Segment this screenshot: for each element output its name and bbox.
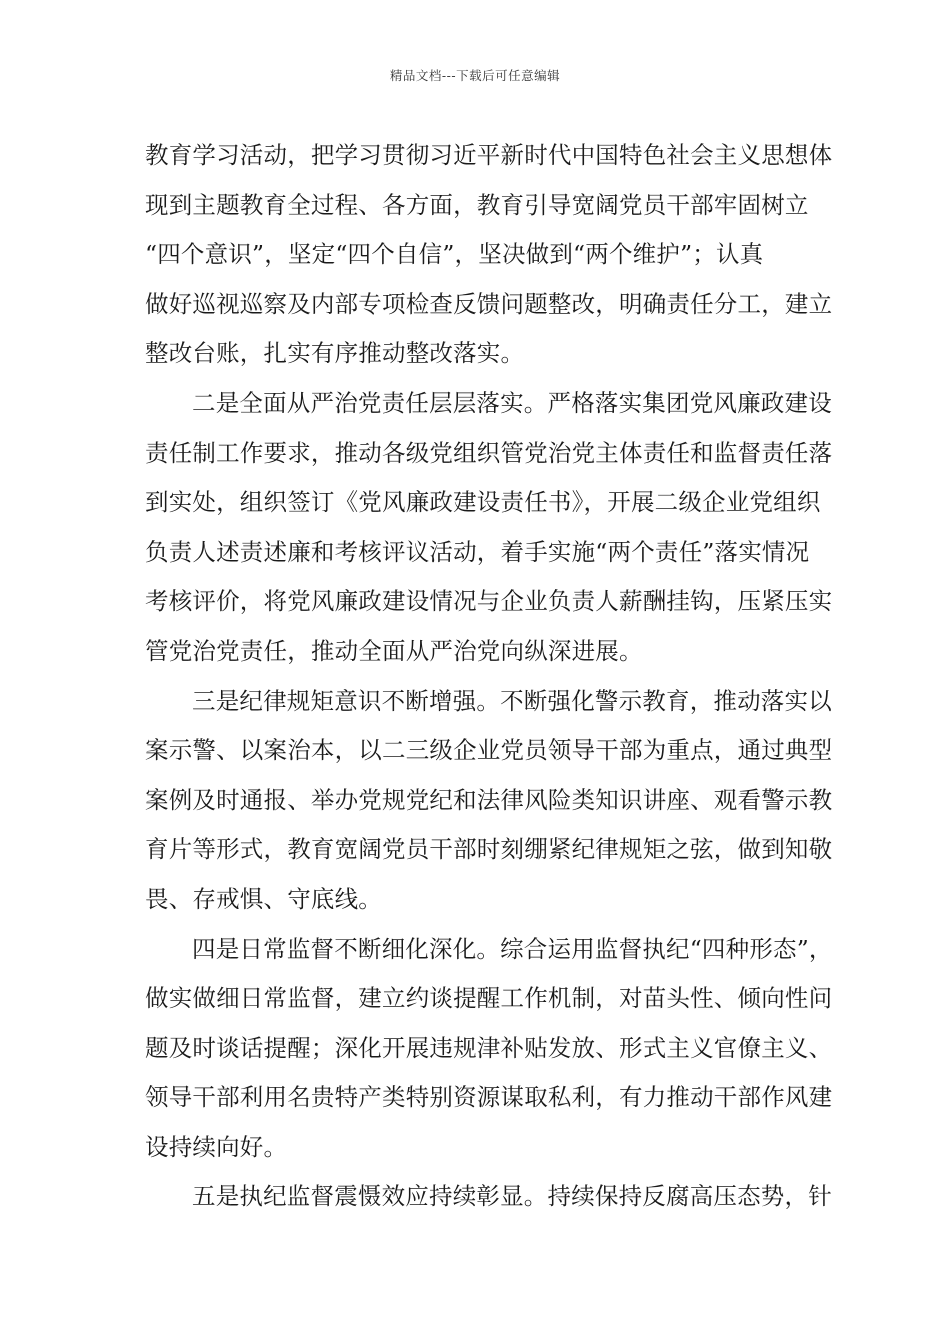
text-line: 考核评价，将党风廉政建设情况与企业负责人薪酬挂钩，压紧压实 [145,587,833,616]
paragraph-1 [145,131,833,379]
text-line: 畏、存戒惧、守底线。 [145,884,382,913]
text-line: 四是日常监督不断细化深化。综合运用监督执纪“四种形态”， [192,934,833,963]
paragraph-5 [145,1172,832,1222]
text-line: 负责人述责述廉和考核评议活动，着手实施“两个责任”落实情况 [145,537,810,566]
text-line: 五是执纪监督震慑效应持续彰显。持续保持反腐高压态势，针 [192,1182,832,1211]
text-line: 现到主题教育全过程、各方面，教育引导宽阔党员干部牢固树立 [145,190,809,219]
document-body [145,131,833,1222]
text-line: 案例及时通报、举办党规党纪和法律风险类知识讲座、观看警示教 [145,785,833,814]
text-line: 整改台账，扎实有序推动整改落实。 [145,339,525,368]
paragraph-2 [145,379,833,677]
text-line: 案示警、以案治本，以二三级企业党员领导干部为重点，通过典型 [145,736,833,765]
text-line: 到实处，组织签订《党风廉政建设责任书》，开展二级企业党组织 [145,488,821,517]
page-header: 精品文档---下载后可任意编辑 [389,68,561,83]
text-line: 责任制工作要求，推动各级党组织管党治党主体责任和监督责任落 [145,438,833,467]
text-line: 育片等形式，教育宽阔党员干部时刻绷紧纪律规矩之弦，做到知敬 [145,835,833,864]
text-line: 管党治党责任，推动全面从严治党向纵深进展。 [145,636,643,665]
text-line: 做实做细日常监督，建立约谈提醒工作机制，对苗头性、倾向性问 [145,984,833,1013]
text-line: “四个意识”，坚定“四个自信”，坚决做到“两个维护”；认真 [145,240,764,269]
text-line: 做好巡视巡察及内部专项检查反馈问题整改，明确责任分工，建立 [145,289,833,318]
paragraph-3 [145,677,833,925]
text-line: 题及时谈话提醒；深化开展违规津补贴发放、形式主义官僚主义、 [145,1033,833,1062]
text-line: 领导干部利用名贵特产类特别资源谋取私利，有力推动干部作风建 [145,1083,833,1112]
paragraph-4 [145,925,833,1173]
text-line: 设持续向好。 [145,1132,288,1161]
text-line: 教育学习活动，把学习贯彻习近平新时代中国特色社会主义思想体 [145,141,833,169]
text-line: 二是全面从严治党责任层层落实。严格落实集团党风廉政建设 [192,388,832,417]
text-line: 三是纪律规矩意识不断增强。不断强化警示教育，推动落实以 [192,686,832,715]
